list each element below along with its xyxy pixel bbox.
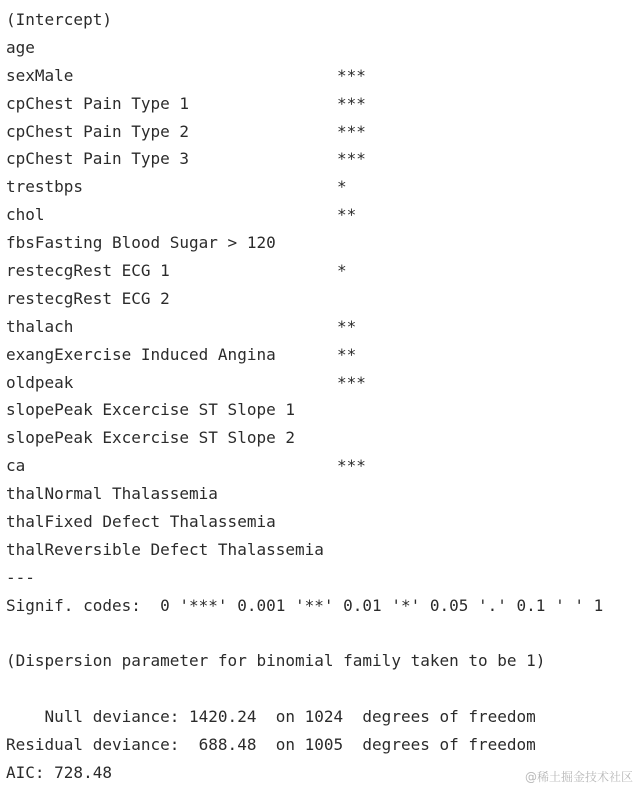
coefficient-row xyxy=(6,62,636,90)
dispersion-line: (Dispersion parameter for binomial family taken to be 1) xyxy=(6,651,546,671)
coefficient-name: slopePeak Excercise ST Slope 1 xyxy=(6,400,295,420)
blank-line xyxy=(6,620,636,648)
coefficient-row xyxy=(6,480,636,508)
coefficient-name: thalNormal Thalassemia xyxy=(6,484,218,504)
coefficient-name: restecgRest ECG 2 xyxy=(6,288,170,308)
significance-stars: *** xyxy=(337,372,366,392)
coefficient-name: trestbps xyxy=(6,177,84,197)
coefficient-name: slopePeak Excercise ST Slope 2 xyxy=(6,428,295,448)
coefficient-row xyxy=(6,34,636,62)
significance-stars: *** xyxy=(337,149,366,169)
significance-stars: *** xyxy=(337,93,366,113)
coefficient-row xyxy=(6,229,636,257)
coefficient-name: chol xyxy=(6,205,45,225)
coefficient-row xyxy=(6,6,636,34)
coefficient-row xyxy=(6,173,636,201)
significance-stars: ** xyxy=(337,316,357,336)
coefficient-name: age xyxy=(6,37,35,57)
coefficient-name: cpChest Pain Type 3 xyxy=(6,149,190,169)
significance-stars: * xyxy=(337,261,347,281)
watermark: @稀土掘金技术社区 xyxy=(524,770,633,784)
coefficient-name: oldpeak xyxy=(6,372,74,392)
coefficient-name: thalach xyxy=(6,316,74,336)
coefficient-row xyxy=(6,508,636,536)
coefficient-row xyxy=(6,536,636,564)
significance-stars: *** xyxy=(337,121,366,141)
coefficient-name: (Intercept) xyxy=(6,10,112,29)
significance-stars: ** xyxy=(337,205,357,225)
coefficient-name: ca xyxy=(6,456,26,476)
coefficient-table xyxy=(6,6,636,564)
coefficient-row xyxy=(6,145,636,173)
coefficient-row xyxy=(6,396,636,424)
coefficient-row xyxy=(6,118,636,146)
coefficient-row xyxy=(6,313,636,341)
coefficient-name: fbsFasting Blood Sugar > 120 xyxy=(6,233,276,253)
coefficient-name: sexMale xyxy=(6,65,74,85)
coefficient-row xyxy=(6,90,636,118)
coefficient-name: restecgRest ECG 1 xyxy=(6,261,170,281)
coefficient-name: thalReversible Defect Thalassemia xyxy=(6,539,324,559)
coefficient-name: exangExercise Induced Angina xyxy=(6,344,276,364)
coefficient-name: cpChest Pain Type 2 xyxy=(6,121,190,141)
significance-stars: * xyxy=(337,177,347,197)
coefficient-row xyxy=(6,369,636,397)
coefficient-row xyxy=(6,257,636,285)
r-console-output xyxy=(6,6,636,787)
signif-codes-line: Signif. codes: 0 '***' 0.001 '**' 0.01 '*' 0.05 '.' 0.1 ' ' 1 xyxy=(6,595,604,615)
separator-line: --- xyxy=(6,567,35,587)
coefficient-row xyxy=(6,341,636,369)
aic-line: AIC: 728.48 xyxy=(6,763,112,783)
significance-stars: ** xyxy=(337,344,357,364)
coefficient-name: thalFixed Defect Thalassemia xyxy=(6,512,276,532)
coefficient-row xyxy=(6,424,636,452)
coefficient-row xyxy=(6,452,636,480)
significance-stars: *** xyxy=(337,456,366,476)
significance-stars: *** xyxy=(337,65,366,85)
coefficient-row xyxy=(6,285,636,313)
coefficient-name: cpChest Pain Type 1 xyxy=(6,93,190,113)
coefficient-row xyxy=(6,201,636,229)
null-deviance-line: Null deviance: 1420.24 on 1024 degrees of freedom xyxy=(6,707,536,727)
residual-deviance-line: Residual deviance: 688.48 on 1005 degrees of freedom xyxy=(6,735,536,755)
blank-line xyxy=(6,675,636,703)
